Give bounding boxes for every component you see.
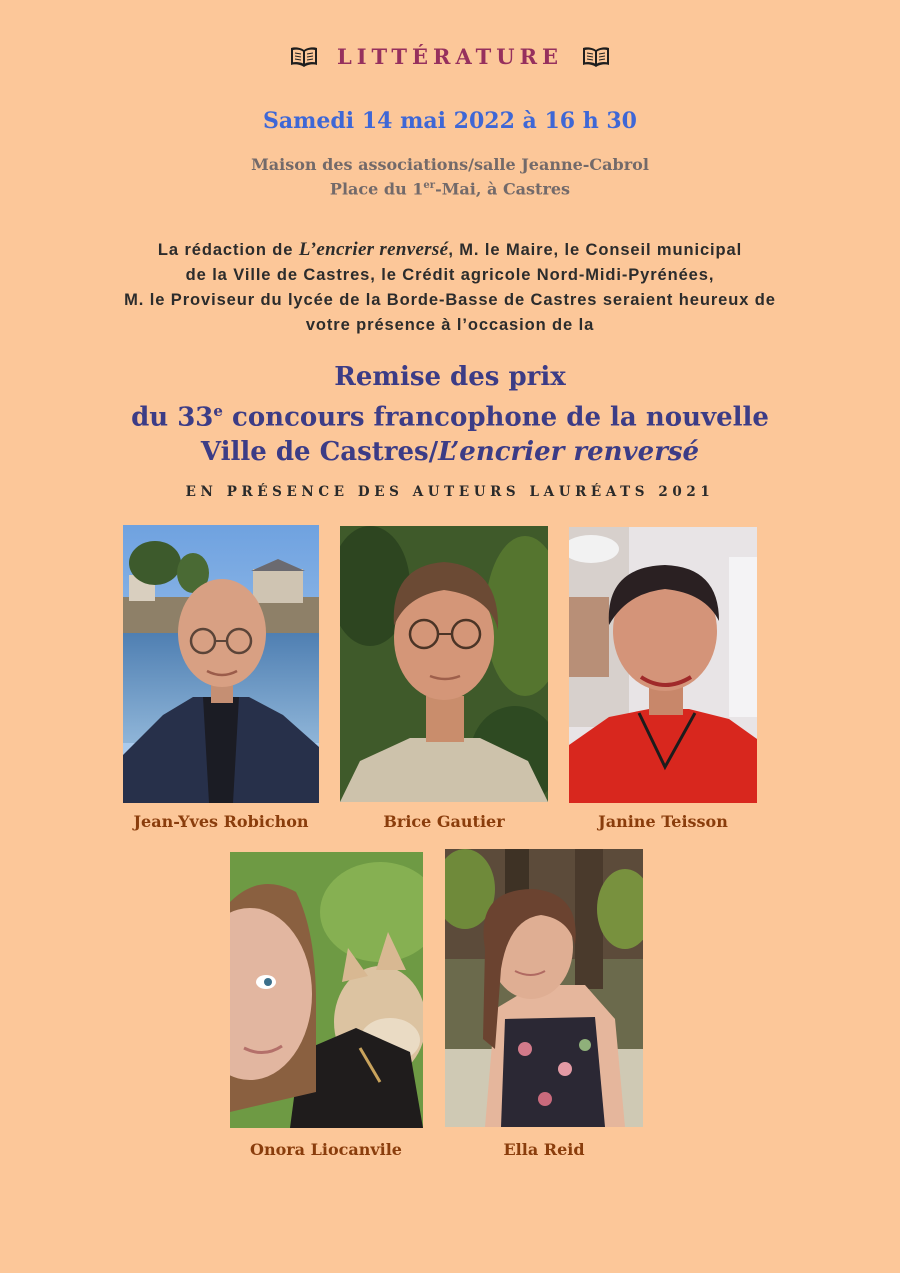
- author-name-3: Janine Teisson: [598, 812, 728, 831]
- venue: [0, 154, 900, 199]
- author-photo-onora-liocanvile: [230, 852, 423, 1128]
- author-name-1: Jean-Yves Robichon: [133, 812, 309, 831]
- author-photo-brice-gautier: [340, 526, 548, 802]
- author-name-4: Onora Liocanvile: [250, 1140, 402, 1159]
- event-date: Samedi 14 mai 2022 à 16 h 30: [263, 108, 637, 134]
- invitation-text: [0, 237, 900, 338]
- title-line-2: du 33e concours francophone de la nouvelle: [131, 402, 769, 433]
- event-title: [0, 360, 900, 469]
- author-photo-ella-reid: [445, 849, 643, 1127]
- title-line-3: Ville de Castres/L’encrier renversé: [200, 436, 700, 467]
- intro-line-4: votre présence à l’occasion de la: [305, 316, 595, 334]
- intro-line-1: La rédaction de L’encrier renversé, M. le Maire, le Conseil municipal: [157, 239, 743, 260]
- open-book-icon: [289, 46, 319, 68]
- laureates-subheading: EN PRÉSENCE DES AUTEURS LAURÉATS 2021: [185, 484, 715, 500]
- header-label: LITTÉRATURE: [336, 44, 564, 69]
- open-book-icon: [581, 46, 611, 68]
- venue-line-2: Place du 1er-Mai, à Castres: [329, 179, 571, 199]
- title-line-1: Remise des prix: [334, 362, 566, 392]
- intro-line-2: de la Ville de Castres, le Crédit agricole Nord-Midi-Pyrénées,: [185, 266, 715, 284]
- author-name-5: Ella Reid: [503, 1140, 585, 1159]
- section-header: [0, 44, 900, 69]
- journal-name: L’encrier renversé: [298, 239, 449, 260]
- venue-line-1: Maison des associations/salle Jeanne-Cabrol: [251, 155, 649, 174]
- author-photo-janine-teisson: [569, 527, 757, 803]
- author-photo-jean-yves-robichon: [123, 525, 319, 803]
- intro-line-3: M. le Proviseur du lycée de la Borde-Basse de Castres seraient heureux de: [124, 291, 776, 309]
- author-name-2: Brice Gautier: [383, 812, 505, 831]
